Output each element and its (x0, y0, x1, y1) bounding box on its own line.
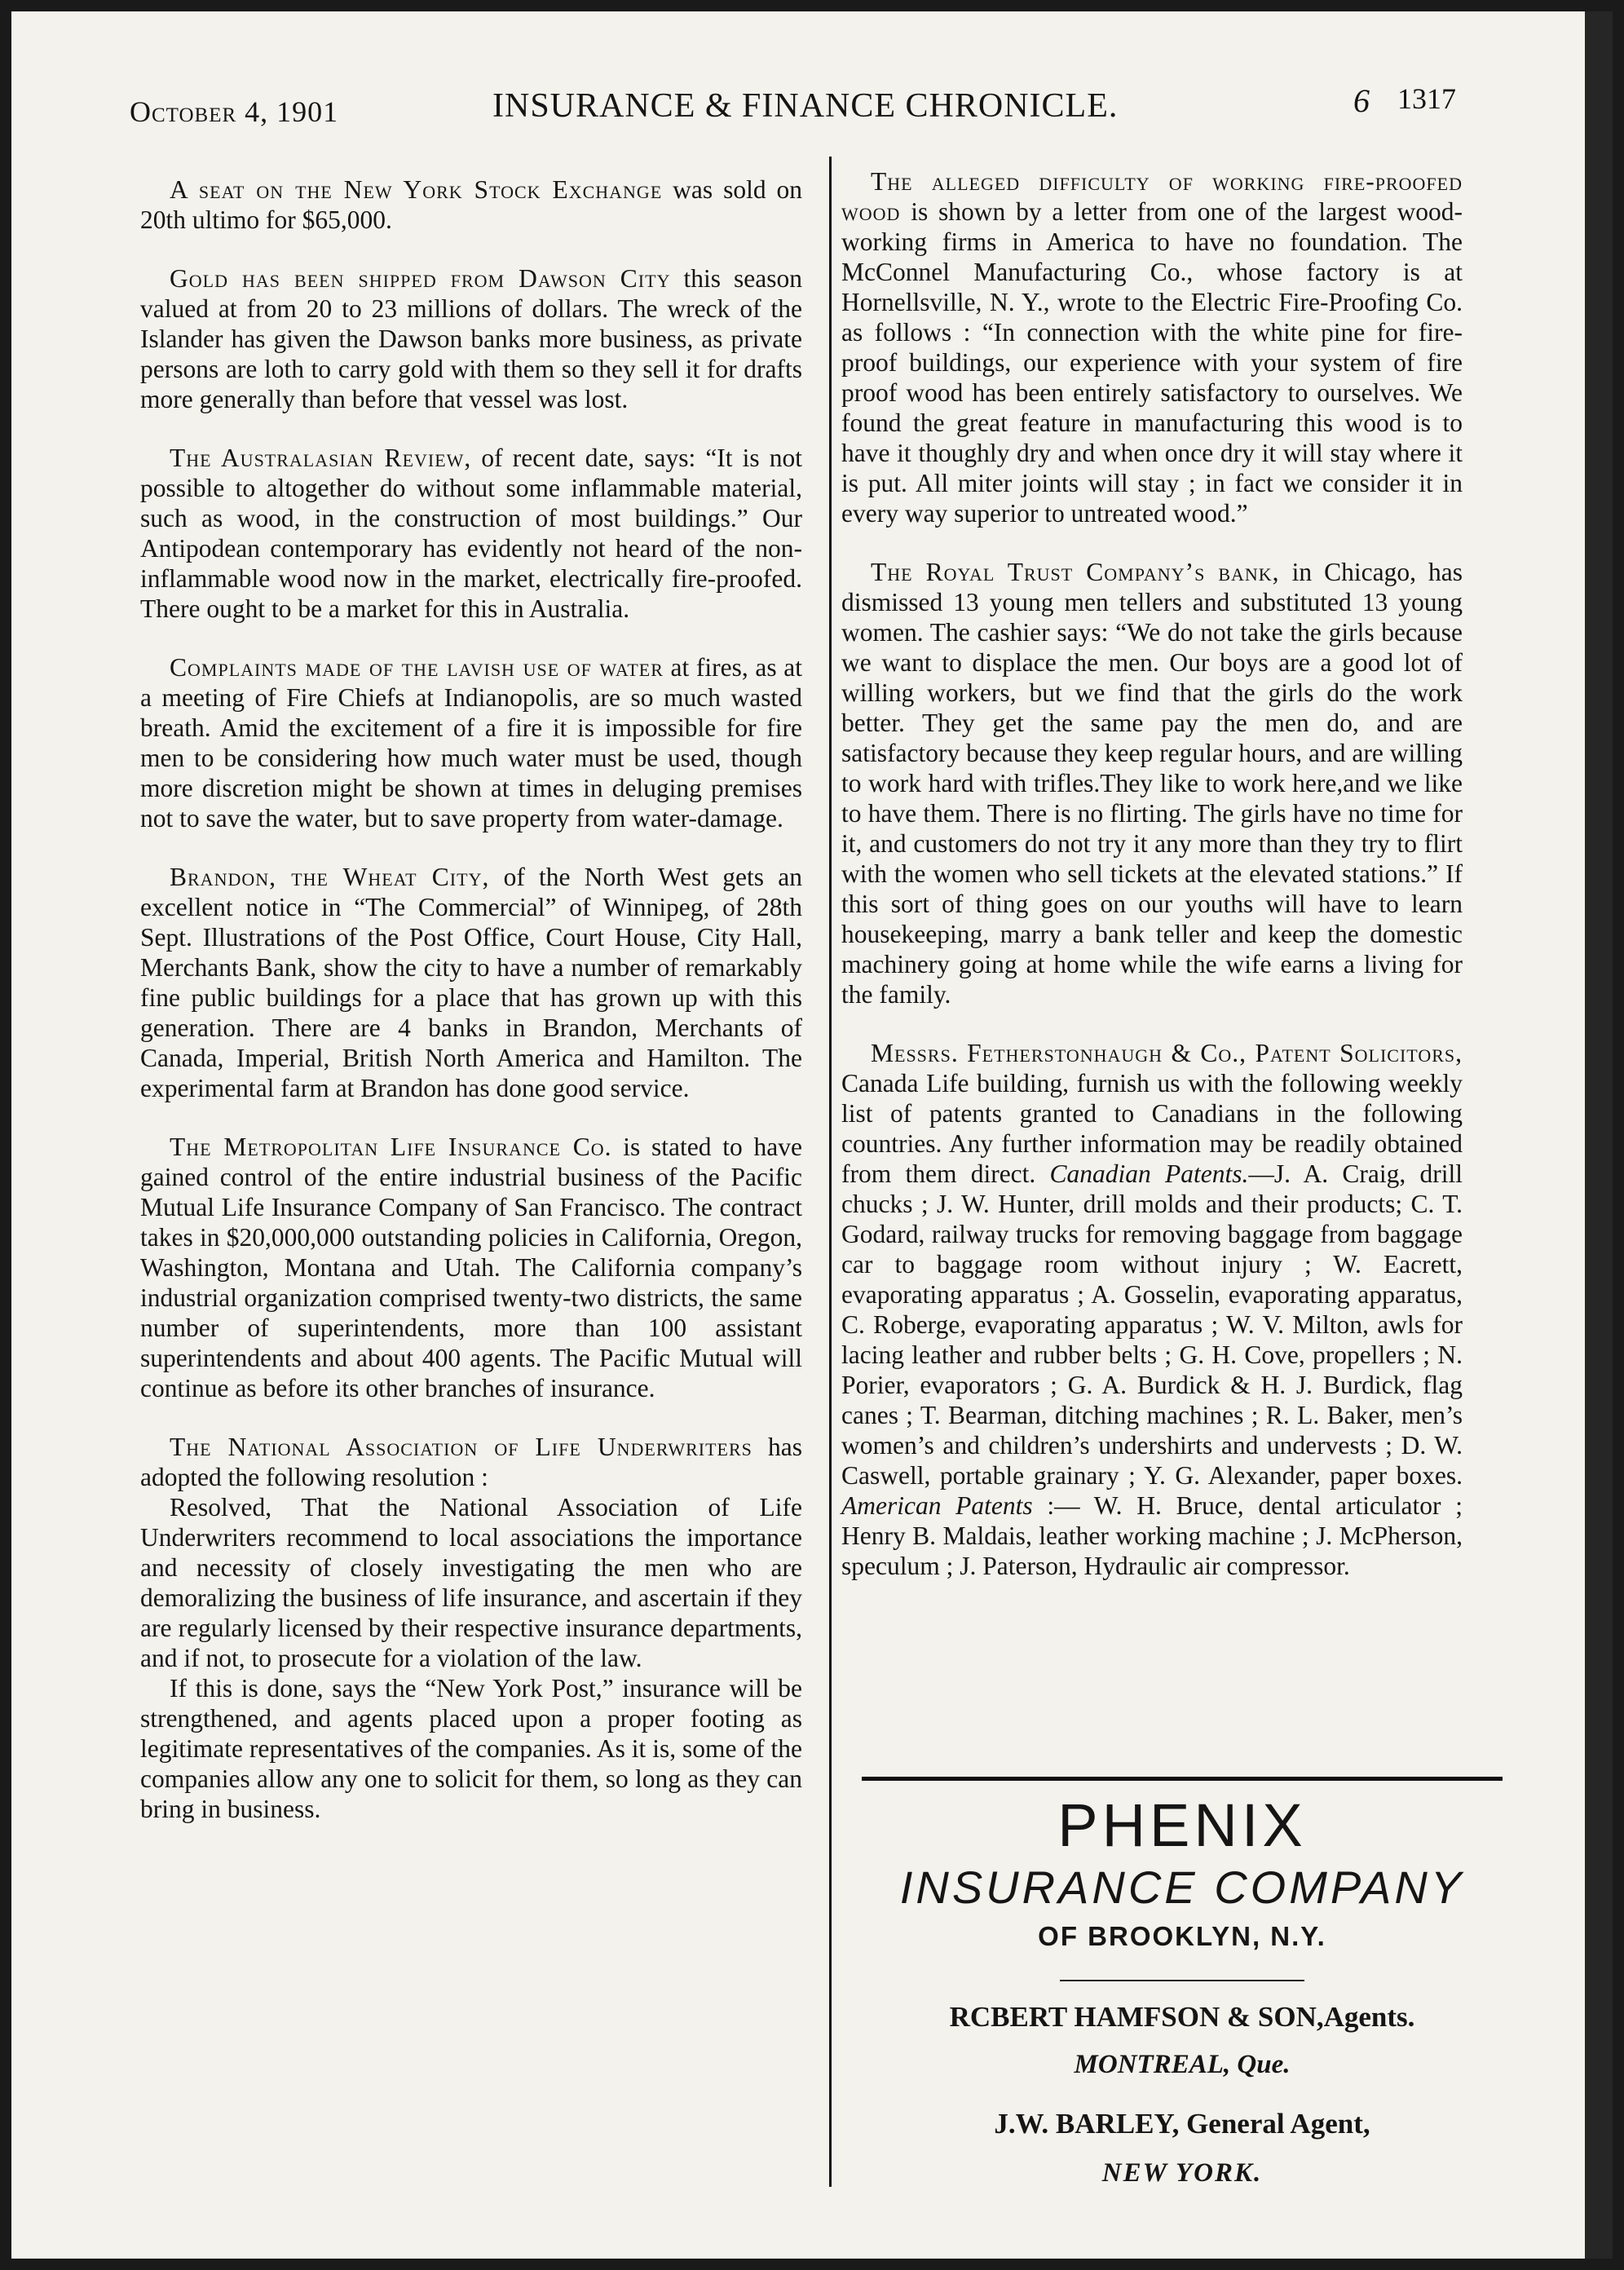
paragraph-water-use: Complaints made of the lavish use of water at fires, as at a meeting of Fire Chiefs at Indianopolis, are so much wasted breath. Amid the excitement of a fire it is impossible for fire men to be considering how much water must be used, though more discretion might be shown at times in deluging premises not to save the water, but to save property from water-damage. (140, 653, 802, 832)
left-column (140, 174, 802, 1824)
ad-top-rule (862, 1777, 1503, 1781)
paragraph-australasian-review: The Australasian Review, of recent date, says: “It is not possible to altogether do without some inflammable material, such as wood, in the construction of most buildings.” Our Antipodean contemporary has evidently not heard of the non-inflammable wood now in the market, electrically fire-proofed. There ought to be a market for this in Australia. (140, 444, 803, 623)
ad-divider (1060, 1980, 1304, 1981)
paragraph-fireproof-wood: The alleged difficulty of working fire-proofed wood is shown by a letter from one of the largest wood-working firms in America to have no foundation. The McConnel Manufacturing Co., whose factory is at Hornellsville, N. Y., wrote to the Electric Fire-Proofing Co. as follows : “In connection with the white pine for fire-proof buildings, our experience with your system of fire proof wood has been entirely satisfactory to ourselves. We found the great feature in manufacturing this wood is to have it thoughly dry and when once dry it will stay where it is put. All miter joints will stay ; in fact we consider it in every way superior to untreated wood.” (841, 167, 1463, 528)
ad-agents: RCBERT HAMFSON & SON,Agents. (949, 2001, 1415, 2033)
paragraph-royal-trust: The Royal Trust Company’s bank, in Chicago, has dismissed 13 young men tellers and substituted 13 young women. The cashier says: “We do not take the girls because we want to displace the men. Our boys are a good lot of willing workers, but we find that the girls do the work better. They get the same pay the men do, and are satisfactory because they keep regular hours, and are willing to work hard with trifles.They like to work here,and we like to have them. There is no flirting. The girls have no time for it, and customers do not try it any more than they try to flirt with the women who sell tickets at the elevated stations.” If this sort of thing goes on our youths will have to learn housekeeping, marry a bank teller and keep the domestic machinery going at home while the wife earns a living for the family. (841, 558, 1463, 1009)
right-column (841, 166, 1463, 1610)
paragraph-metropolitan-life: The Metropolitan Life Insurance Co. is stated to have gained control of the entire industrial business of the Pacific Mutual Life Insurance Company of San Francisco. The contract takes in $20,000,000 outstanding policies in California, Oregon, Washington, Montana and Utah. The California company’s industrial organization comprised twenty-two districts, the same number of superintendents, more than 100 assistant superintendents and about 400 agents. The Pacific Mutual will continue as before its other branches of insurance. (140, 1133, 803, 1402)
header-title: INSURANCE & FINANCE CHRONICLE. (492, 87, 1119, 125)
canadian-patents-label: Canadian Patents. (1049, 1159, 1249, 1188)
page-binding-edge (1585, 11, 1613, 2259)
paragraph-stock-exchange: A seat on the New York Stock Exchange was sold on 20th ultimo for $65,000. (140, 175, 802, 234)
newspaper-page (11, 11, 1613, 2259)
paragraph-dawson-gold: Gold has been shipped from Dawson City this season valued at from 20 to 23 millions of dollars. The wreck of the Islander has given the Dawson banks more business, as private persons are loth to carry gold with them so they sell it for drafts more generally than before that vessel was lost. (140, 264, 803, 413)
paragraph-resolution: Resolved, That the National Association of Life Underwriters recommend to local associations the importance and necessity of closely investigating the men who are demoralizing the business of life insurance, and ascertain if they are regularly licensed by their respective insurance departments, and if not, to prosecute for a violation of the law. (140, 1493, 802, 1672)
ad-company-name: PHENIX (1057, 1791, 1307, 1859)
ad-general-agent: J.W. BARLEY, General Agent, (994, 2108, 1370, 2140)
paragraph-patents: Messrs. Fetherstonhaugh & Co., Patent Solicitors, Canada Life building, furnish us with the following weekly list of patents granted to Canadians in the following countries. Any further information may be readily obtained from them direct. Canadian Patents.—J. A. Craig, drill chucks ; J. W. Hunter, drill molds and their products; C. T. Godard, railway trucks for removing baggage from baggage car to baggage room without injury ; W. Eacrett, evaporating apparatus ; A. Gosselin, evaporating apparatus, C. Roberge, evaporating apparatus ; W. V. Milton, awls for lacing leather and rubber belts ; G. H. Cove, propellers ; N. Porier, evaporators ; G. A. Burdick & H. J. Burdick, flag canes ; T. Bearman, ditching machines ; R. L. Baker, men’s women’s and children’s undershirts and undervests ; D. W. Caswell, portable grainary ; Y. G. Alexander, paper boxes. American Patents :— W. H. Bruce, dental articulator ; Henry B. Maldais, leather working machine ; J. McPherson, speculum ; J. Paterson, Hydraulic air compressor. (841, 1039, 1463, 1580)
phenix-advertisement (862, 1777, 1503, 2188)
paragraph-new-york-post: If this is done, says the “New York Post,” insurance will be strengthened, and agents placed upon a proper footing as legitimate representatives of the companies. As it is, some of the companies allow any one to solicit for them, so long as they can bring in business. (140, 1674, 802, 1823)
header-date: October 4, 1901 (130, 95, 339, 128)
paragraph-brandon: Brandon, the Wheat City, of the North West gets an excellent notice in “The Commercial” of Winnipeg, of 28th Sept. Illustrations of the Post Office, Court House, City Hall, Merchants Bank, show the city to have a number of remarkably fine public buildings for a place that has grown up with this generation. There are 4 banks in Brandon, Merchants of Canada, Imperial, British North America and Hamilton. The experimental farm at Brandon has done good service. (140, 863, 802, 1102)
ad-company-name-line2: INSURANCE COMPANY (899, 1861, 1465, 1913)
header-page-number: 1317 (1397, 82, 1456, 115)
column-divider (829, 157, 832, 2187)
american-patents-label: American Patents (841, 1491, 1033, 1520)
header-margin-mark: 6 (1353, 82, 1370, 119)
ad-general-city: NEW YORK. (1101, 2158, 1263, 2188)
paragraph-nalu: The National Association of Life Underwriters has adopted the following resolution : (140, 1433, 802, 1491)
page-header (130, 83, 1467, 132)
ad-location: OF BROOKLYN, N.Y. (1038, 1921, 1326, 1951)
ad-agents-city: MONTREAL, Que. (1074, 2050, 1291, 2079)
